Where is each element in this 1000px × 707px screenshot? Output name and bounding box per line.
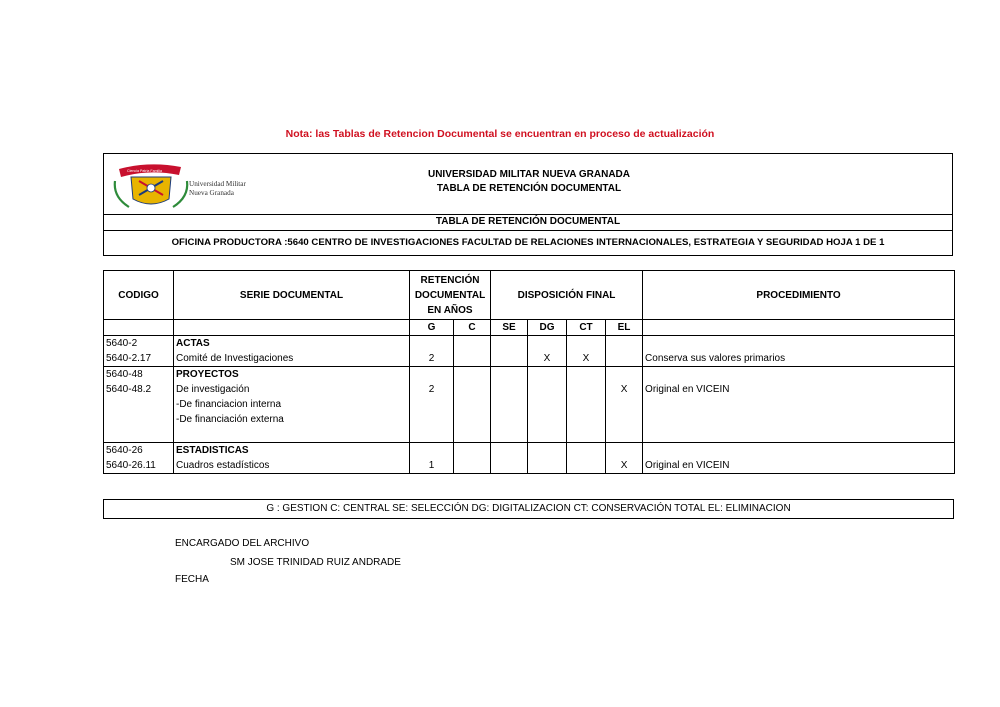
cell-codigo: 5640-48.2: [104, 382, 174, 397]
cell-el: [606, 412, 643, 427]
cell-se: [491, 443, 528, 459]
document-title: TABLA DE RETENCIÓN DOCUMENTAL: [436, 183, 622, 194]
cell-c: [454, 443, 491, 459]
cell-g: 2: [410, 382, 454, 397]
cell-procedimiento: [643, 336, 955, 352]
cell-serie: ACTAS: [174, 336, 410, 352]
header-retencion-line: DOCUMENTAL: [414, 289, 486, 301]
cell-serie: Comité de Investigaciones: [174, 351, 410, 367]
table-row: [104, 412, 955, 427]
cell-el: X: [606, 382, 643, 397]
cell-se: [491, 458, 528, 474]
cell-serie: -De financiacion interna: [174, 397, 410, 412]
sub-header-se: SE: [491, 320, 528, 336]
cell-procedimiento: [643, 443, 955, 459]
cell-el: [606, 427, 643, 443]
cell-ct: [567, 412, 606, 427]
cell-c: [454, 351, 491, 367]
table-row: [104, 351, 955, 367]
cell-dg: X: [528, 351, 567, 367]
table-row: [104, 443, 955, 459]
table-row: [104, 458, 955, 474]
logo-text-line1: Universidad Militar: [189, 180, 246, 188]
cell-codigo: [104, 412, 174, 427]
table-title: TABLA DE RETENCIÓN DOCUMENTAL: [435, 216, 621, 227]
university-name: UNIVERSIDAD MILITAR NUEVA GRANADA: [427, 169, 631, 180]
cell-el: [606, 397, 643, 412]
cell-ct: [567, 458, 606, 474]
cell-c: [454, 336, 491, 352]
cell-se: [491, 336, 528, 352]
sub-header-dg: DG: [528, 320, 567, 336]
cell-el: X: [606, 458, 643, 474]
cell-el: [606, 443, 643, 459]
cell-procedimiento: [643, 397, 955, 412]
cell-dg: [528, 382, 567, 397]
cell-se: [491, 382, 528, 397]
cell-c: [454, 427, 491, 443]
cell-g: [410, 443, 454, 459]
cell-ct: [567, 382, 606, 397]
cell-g: 2: [410, 351, 454, 367]
cell-el: [606, 367, 643, 383]
cell-dg: [528, 458, 567, 474]
cell-dg: [528, 443, 567, 459]
cell-procedimiento: Conserva sus valores primarios: [643, 351, 955, 367]
cell-codigo: 5640-2: [104, 336, 174, 352]
sub-header-el: EL: [606, 320, 643, 336]
cell-serie: Cuadros estadísticos: [174, 458, 410, 474]
cell-g: [410, 427, 454, 443]
cell-serie: ESTADISTICAS: [174, 443, 410, 459]
table-row: [104, 397, 955, 412]
header-disposicion: DISPOSICIÓN FINAL: [491, 271, 643, 320]
table-row: [104, 382, 955, 397]
cell-ct: [567, 443, 606, 459]
cell-codigo: 5640-48: [104, 367, 174, 383]
cell-codigo: 5640-2.17: [104, 351, 174, 367]
cell-dg: [528, 367, 567, 383]
cell-procedimiento: Original en VICEIN: [643, 458, 955, 474]
cell-ct: [567, 336, 606, 352]
archive-manager-label: ENCARGADO DEL ARCHIVO: [175, 538, 310, 549]
cell-c: [454, 412, 491, 427]
university-logo: [109, 159, 269, 211]
cell-dg: [528, 412, 567, 427]
cell-c: [454, 397, 491, 412]
cell-ct: [567, 397, 606, 412]
cell-ct: [567, 427, 606, 443]
cell-serie: PROYECTOS: [174, 367, 410, 383]
cell-g: 1: [410, 458, 454, 474]
table-row: [104, 336, 955, 352]
cell-codigo: [104, 397, 174, 412]
cell-ct: [567, 367, 606, 383]
header-retencion-line: RETENCIÓN: [420, 274, 480, 286]
update-note: Nota: las Tablas de Retencion Documental se encuentran en proceso de actualización: [285, 128, 715, 140]
cell-el: [606, 351, 643, 367]
logo-banner-text: Ciencia Patria Familia: [127, 169, 162, 173]
cell-dg: [528, 427, 567, 443]
cell-procedimiento: [643, 427, 955, 443]
cell-g: [410, 397, 454, 412]
sub-header-ct: CT: [567, 320, 606, 336]
cell-el: [606, 336, 643, 352]
cell-g: [410, 367, 454, 383]
cell-se: [491, 427, 528, 443]
retention-table: [103, 270, 955, 474]
header-serie: SERIE DOCUMENTAL: [174, 271, 410, 320]
cell-procedimiento: [643, 412, 955, 427]
sub-header-c: C: [454, 320, 491, 336]
cell-g: [410, 336, 454, 352]
legend: G : GESTION C: CENTRAL SE: SELECCIÓN DG: DIGITALIZACION CT: CONSERVACIÓN TOTAL EL: ELIMINACION: [103, 499, 954, 519]
cell-se: [491, 367, 528, 383]
header-procedimiento: PROCEDIMIENTO: [643, 271, 955, 320]
cell-dg: [528, 397, 567, 412]
cell-codigo: 5640-26.11: [104, 458, 174, 474]
cell-serie: -De financiación externa: [174, 412, 410, 427]
header-retencion: [410, 271, 491, 320]
sub-header-g: G: [410, 320, 454, 336]
cell-procedimiento: [643, 367, 955, 383]
header-codigo: CODIGO: [104, 271, 174, 320]
cell-se: [491, 397, 528, 412]
document-header: [103, 153, 953, 256]
date-label: FECHA: [175, 574, 209, 585]
table-row: [104, 367, 955, 383]
header-retencion-line: EN AÑOS: [427, 304, 473, 316]
cell-c: [454, 458, 491, 474]
cell-c: [454, 367, 491, 383]
archive-manager-name: SM JOSE TRINIDAD RUIZ ANDRADE: [230, 557, 401, 568]
cell-codigo: [104, 427, 174, 443]
table-row: [104, 427, 955, 443]
cell-ct: X: [567, 351, 606, 367]
producing-office: OFICINA PRODUCTORA :5640 CENTRO DE INVESTIGACIONES FACULTAD DE RELACIONES INTERNACIONALES, ESTRATEGIA Y SEGURIDAD HOJA 1 DE 1: [171, 237, 885, 248]
cell-dg: [528, 336, 567, 352]
cell-g: [410, 412, 454, 427]
cell-se: [491, 351, 528, 367]
cell-codigo: 5640-26: [104, 443, 174, 459]
cell-serie: [174, 427, 410, 443]
cell-procedimiento: Original en VICEIN: [643, 382, 955, 397]
cell-serie: De investigación: [174, 382, 410, 397]
cell-se: [491, 412, 528, 427]
logo-text-line2: Nueva Granada: [189, 189, 234, 197]
cell-c: [454, 382, 491, 397]
university-title-block: [404, 168, 654, 196]
